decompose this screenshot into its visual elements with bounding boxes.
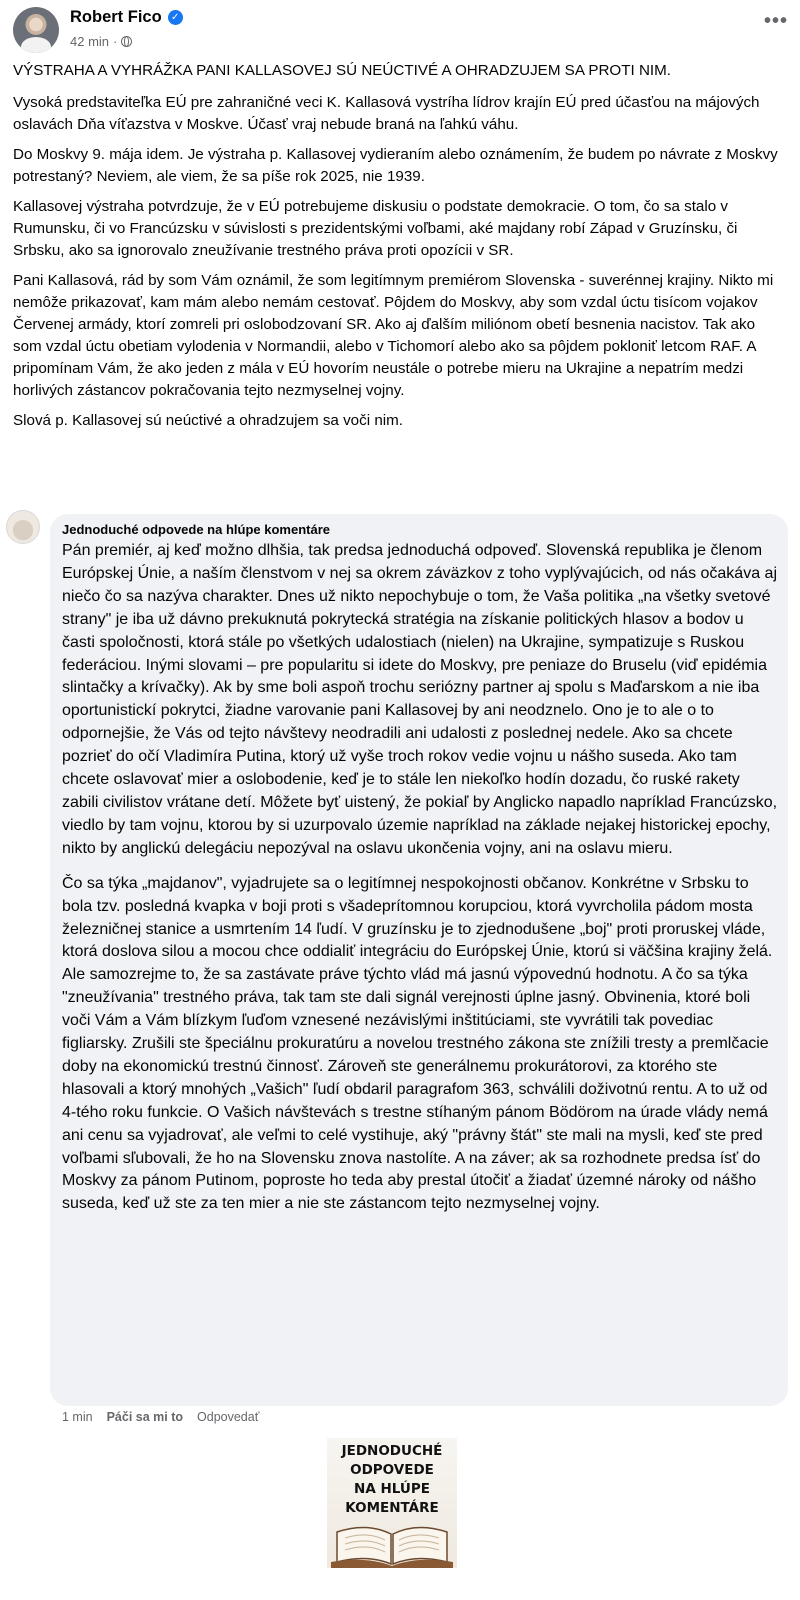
reply-button[interactable]: Odpovedať — [197, 1410, 260, 1424]
comment-paragraph: Pán premiér, aj keď možno dlhšia, tak predsa jednoduchá odpoveď. Slovenská republika je členom Európskej Únie, a naším členstvom v nej sa okrem záväzkov z toho vyplývajúcich, od nás očakáva aj niečo čo sa nazýva charakter. Dnes už nikto nepochybuje o tom, že Vaša politika „na všetky svetové strany" je iba už dávno prekuknutá pokrytecká stratégia na získanie politických hlasov a bodov u časti spoločnosti, ktorá stále po všetkých udalostiach (nielen) na Ukrajine, sympatizuje s Ruskou federáciou. Inými slovami – pre popularitu si idete do Moskvy, pre peniaze do Bruselu (viď epidémia slintačky a krívačky). Ak by sme boli aspoň trochu seriózny partner aj spolu s Maďarskom a nie iba oportunistickí pokrytci, žiadne varovanie pani Kallasovej by ani neodznelo. Ono je to ale o to odpornejšie, že Vás od tejto návštevy neodradili ani udalosti z poslednej nedele. Ako sa chcete pozrieť do očí Vladimíra Putina, ktorý už vyše troch rokov vedie vojnu u nášho suseda. Ako tam chcete oslavovať mier a oslobodenie, keď je to stále len niekoľko hodín dozadu, čo ruské rakety zabili civilistov vrátane detí. Môžete byť uistený, že pokiaľ by Anglicko napadlo napríklad Francúzsko, viedlo by tam vojnu, ktorou by si uzurpovalo územie napríklad na základe nejakej historickej epochy, nikto by anglickú delegáciu nepozýval na oslavu ukončenia vojny, ani na oslavu mieru. — [62, 542, 778, 857]
post-paragraph: Slová p. Kallasovej sú neúctivé a ohradzujem sa voči nim. — [13, 412, 404, 429]
author-avatar[interactable] — [13, 7, 59, 53]
post-paragraph: Kallasovej výstraha potvrdzuje, že v EÚ potrebujeme diskusiu o podstate demokracie. O tom, čo sa stalo v Rumunsku, či vo Francúzsku v súvislosti s prezidentskými voľbami, aké majdany robí Západ v Gruzínsku, či Srbsku, ako sa ignorovalo zneužívanie trestného práva proti opozícii v SR. — [13, 198, 738, 259]
post-card — [0, 0, 800, 492]
logo-text: JEDNODUCHÉ ODPOVEDE NA HLÚPE KOMENTÁRE — [341, 1443, 443, 1516]
globe-icon — [121, 36, 132, 47]
comment-paragraph: Čo sa týka „majdanov", vyjadrujete sa o legitímnej nespokojnosti občanov. Konkrétne v Srbsku to bola tzv. posledná kvapka v boji proti s všadeprítomnou korupciou, ktorá vyvrcholila pádom mosta železničnej stanice a usmrtením 14 ľudí. V gruzínsku je to zjednodušene „boj" proti proruskej vláde, ktorá doslova silou a mocou chce oddialiť integráciu do Európskej Únie, ktorú si väčšina krajiny želá. Ale samozrejme to, že sa zastávate práve týchto vlád má jasnú výpovednú hodnotu. A čo sa týka "zneužívania" trestného práva, tak tam ste dali signál verejnosti úplne jasný. Obvinenia, ktoré boli voči Vám a Vám blízkym ľuďom vznesené nezávislými inštitúciami, ste vyvrátili tak povediac figliarsky. Zrušili ste špeciálnu prokuratúru a novelou trestného zákona ste znížili tresty a premlčacie doby na ekonomickú trestnú činnosť. Zároveň ste generálnemu prokurátorovi, za ktorého ste hlasovali a ktorý mnohých „Vašich" ľudí obdaril paragrafom 363, schválili doživotnú rentu. A to už od 4-tého roku funkcie. O Vašich návštevách s trestne stíhaným pánom Bödörom na úrade vlády nemá ani cenu sa vyjadrovať, ale veľmi to celé vystihuje, aký "právny štát" ste mali na mysli, keď ste pred voľbami sľubovali, že ho na Slovensku znova nastolíte. A na záver; ak sa rozhodnete predsa ísť do Moskvy za pánom Putinom, poproste ho teda aby prestal útočiť a žiadať územné nároky od nášho suseda, keď už ste za ten mier a nie ste zástancom tejto nezmyselnej vojny. — [62, 874, 773, 1213]
comment-text — [62, 540, 778, 1228]
comment-actions — [62, 1410, 259, 1424]
post-paragraph: Pani Kallasová, rád by som Vám oznámil, že som legitímnym premiérom Slovenska - suverénnej krajiny. Nikto mi nemôže prikazovať, kam mám alebo nemám cestovať. Pôjdem do Moskvy, aby som vzdal úctu tisícom vojakov Červenej armády, ktorí zomreli pri oslobodzovaní SR. Ako aj ďalším miliónom obetí besnenia nacistov. Tak ako som vzdal úctu obetiam vylodenia v Normandii, alebo v Tichomorí alebo ako sa pôjdem pokloniť letcom RAF. A pripomínam Vám, že ako jeden z mála v EÚ hovorím neustále o potrebe mieru na Ukrajine a nepatrím medzi horlivých zástancov pokračovania tejto nezmyselnej vojny. — [13, 272, 774, 399]
post-paragraph: Vysoká predstaviteľka EÚ pre zahraničné veci K. Kallasová vystríha lídrov krajín EÚ pred účasťou na májových oslavách Dňa víťazstva v Moskve. Účasť vraj nebude braná na ľahkú váhu. — [13, 94, 760, 133]
more-options-icon[interactable]: ••• — [763, 10, 788, 32]
post-text — [13, 60, 785, 440]
open-book-icon — [327, 1518, 457, 1568]
post-author[interactable] — [70, 8, 183, 27]
comment-author[interactable]: Jednoduché odpovede na hlúpe komentáre — [62, 522, 330, 537]
post-author-name[interactable]: Robert Fico — [70, 8, 162, 26]
comment-time[interactable]: 1 min — [62, 1410, 93, 1424]
like-button[interactable]: Páči sa mi to — [106, 1410, 184, 1424]
comment-bubble — [50, 514, 788, 1406]
post-meta: 42 min · — [70, 34, 132, 49]
verified-badge-icon: ✓ — [168, 10, 183, 25]
post-paragraph: Do Moskvy 9. mája idem. Je výstraha p. Kallasovej vydieraním alebo oznámením, že budem po návrate z Moskvy potrestaný? Neviem, ale viem, že sa píše rok 2025, nie 1939. — [13, 146, 778, 185]
post-paragraph: VÝSTRAHA A VYHRÁŽKA PANI KALLASOVEJ SÚ NEÚCTIVÉ A OHRADZUJEM SA PROTI NIM. — [13, 62, 672, 79]
post-time[interactable]: 42 min — [70, 34, 110, 49]
commenter-avatar[interactable] — [6, 510, 40, 544]
page-logo-image — [327, 1438, 457, 1568]
